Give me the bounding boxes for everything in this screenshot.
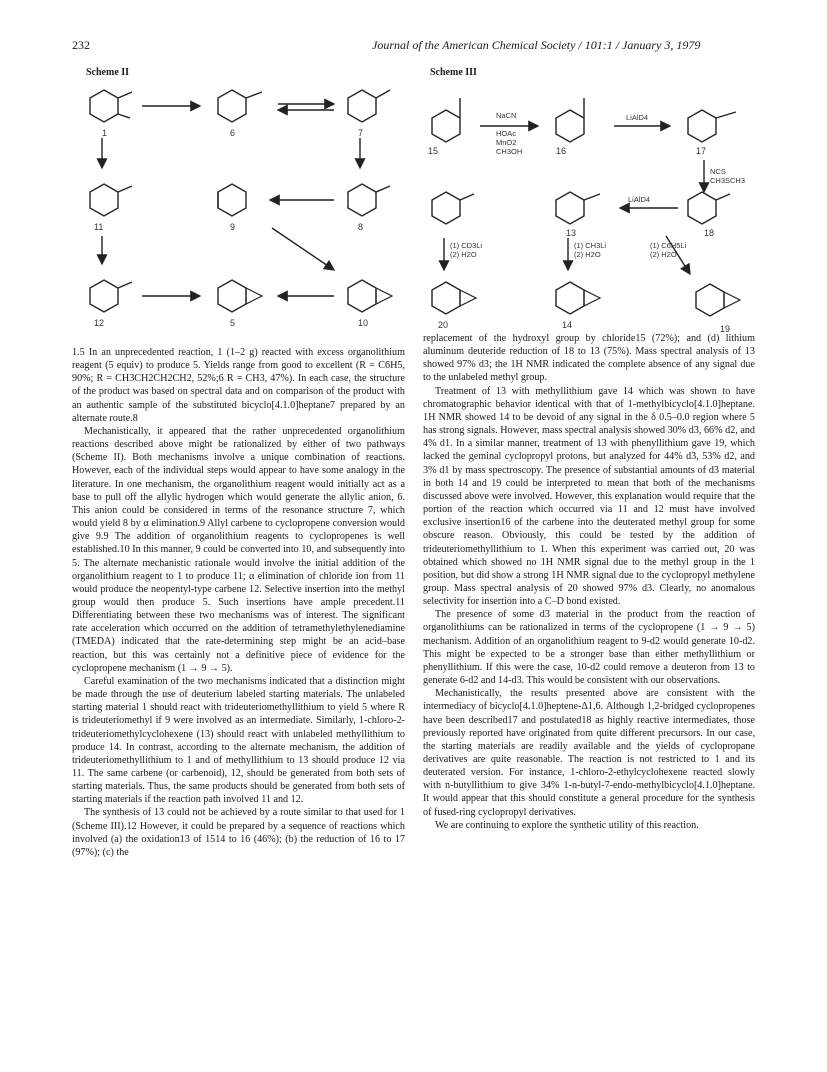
left-paragraph: Careful examination of the two mechanisms indicated that a distinction might be made through the use of deuterium labeled starting materials. The unlabeled starting material 1 should react with trideuteriomethyllithium to yield 5 where R is trideuteriomethyl if 9 were involved as an intermediate. Similarly, 1-chloro-2-trideuteriomethylcyclohexene (13) should react with unlabeled methyllithium to produce 14. In contrast, according to the alternate mechanism, the addition of trideuteriomethyllithium to 1 and of methyllithium to 13 should produce 12 via 11. The same carbene (or carbenoid), 12, should be generated from both sets of starting materials. Thus, the same products should be generated from both sets of starting materials if the reaction path involved 11 and 12. — [72, 675, 405, 806]
left-paragraph: The synthesis of 13 could not be achieved by a route similar to that used for 1 (Scheme III).12 However, it could be prepared by a sequence of reactions which involved (a) the oxidation13 of 1514 to 16 (46%); (b) the reduction of 16 to 17 (97%); (c) the — [72, 807, 405, 858]
label-9: 9 — [230, 222, 236, 232]
molecule-6 — [218, 90, 246, 122]
label-16: 16 — [556, 146, 567, 156]
molecule-18 — [688, 192, 716, 224]
molecule-17 — [688, 110, 716, 142]
label-14: 14 — [562, 320, 573, 330]
label-6: 6 — [230, 128, 236, 138]
label-17: 17 — [696, 146, 707, 156]
label-7: 7 — [358, 128, 364, 138]
molecule-16 — [556, 110, 584, 142]
reagent-h2o-a: (2) H2O — [450, 250, 477, 259]
molecule-15 — [432, 110, 460, 142]
label-11: 11 — [94, 222, 104, 232]
molecule-14 — [556, 282, 584, 314]
right-text-column — [423, 332, 755, 832]
right-paragraph: The presence of some d3 material in the product from the reaction of organolithiums can be rationalized in terms of the cyclopropene (1 → 9 → 5) mechanism. Addition of an organolithium reagent to 9-d2 would generate 10-d2. This might be expected to be a stronger base than either methyllithium or phenyllithium. If this were the case, 10-d2 could remove a deuteron from 13 to generate 6-d2 and 14-d3. This would be consistent with our observations. — [423, 609, 755, 687]
right-paragraph: We are continuing to explore the synthetic utility of this reaction. — [435, 819, 699, 831]
label-15: 15 — [428, 146, 439, 156]
reagent-ch3oh: CH3OH — [496, 147, 523, 156]
molecule-10 — [348, 280, 376, 312]
molecule-12 — [90, 280, 118, 312]
reagent-hoac: HOAc — [496, 129, 517, 138]
label-19: 19 — [720, 324, 731, 334]
label-10: 10 — [358, 318, 369, 328]
reagent-cd3li: (1) CD3Li — [450, 241, 483, 250]
label-5: 5 — [230, 318, 236, 328]
molecule-19 — [696, 284, 724, 316]
label-12: 12 — [94, 318, 105, 328]
reagent-nacn: NaCN — [496, 111, 517, 120]
reagent-liald4-a: LiAlD4 — [626, 113, 649, 122]
right-paragraph: Treatment of 13 with methyllithium gave 14 which was shown to have chromatographic behavior identical with that of 1-methylbicyclo[4.1.0]heptane. 1H NMR showed 14 to be devoid of any signal in the δ 0.5–0.0 region where 5 has strong signals. However, mass spectral analysis showed 30% d3, 66% d2, and 4% d1. In a similar manner, treatment of 13 with phenyllithium gave 19, which lacked the geminal cyclopropyl protons, but analyzed for 44% d3, 53% d2, and 3% d1 by mass spectroscopy. The presence of substantial amounts of d3 material in both 14 and 19 could be interpreted to mean that both of the mechanisms discussed above were involved. However, this explanation would require that the portion of the reaction which occurred via 11 and 12 must have involved exclusive insertion16 of the carbene into the deuterated methyl group for some obscure reason. Obviously, this could be tested by the addition of trideuteriomethyllithium to 1. When this experiment was carried out, 20 was obtained which showed no 1H NMR signal due to the methyl group in the 1 position, but did show a strong 1H NMR signal due to the cyclopropyl methylene group. Mass spectral analysis of 20 showed 97% d3. Clearly, no anomalous selectivity for insertion into a C–D bond existed. — [423, 385, 755, 608]
molecule-1b — [432, 192, 460, 224]
reagent-mno2: MnO2 — [496, 138, 517, 147]
scheme-iii-diagram — [420, 78, 765, 340]
label-13: 13 — [566, 228, 577, 238]
reagent-liald4-b: LiAlD4 — [628, 195, 651, 204]
scheme-iii-title: Scheme III — [430, 67, 477, 78]
reagent-ch3li: (1) CH3Li — [574, 241, 607, 250]
molecule-5 — [218, 280, 246, 312]
label-1: 1 — [102, 128, 108, 138]
molecule-11 — [90, 184, 118, 216]
page-number: 232 — [72, 38, 90, 52]
label-8: 8 — [358, 222, 364, 232]
molecule-7 — [348, 90, 376, 122]
molecule-8 — [348, 184, 376, 216]
reagent-h2o-b: (2) H2O — [574, 250, 601, 259]
molecule-9 — [218, 184, 246, 216]
scheme-ii-diagram — [72, 78, 412, 340]
reagent-h2o-c: (2) H2O — [650, 250, 677, 259]
reagent-c6h5li: (1) C6H5Li — [650, 241, 687, 250]
reagent-ch3sch3: CH3SCH3 — [710, 176, 746, 185]
scheme-ii-title: Scheme II — [86, 67, 130, 78]
label-20: 20 — [438, 320, 449, 330]
reagent-ncs: NCS — [710, 167, 726, 176]
left-paragraph: 1.5 In an unprecedented reaction, 1 (1–2 g) reacted with excess organolithium reagent (5 equiv) to produce 5. Yields range from good to excellent (R = C6H5, 90%; R = CH3CH2CH2CH2, 52%;6 R = CH3, 47%). In each case, the structure of the product was based on spectral data and on comparison of the product with an authentic sample of the substituted bicyclo[4.1.0]heptane7 prepared by an alternate route.8 — [72, 347, 405, 424]
molecule-1 — [90, 90, 118, 122]
right-paragraph: Mechanistically, the results presented above are consistent with the intermediacy of bicyclo[4.1.0]heptene-Δ1,6. Although 1,2-bridged cyclopropenes have been described17 and postulated18 as highly reactive intermediates, those previously reported have originated from quite different precursors. In our case, the starting materials are readily available and the yields of cyclopropane derivatives are quite reasonable. The reaction is not restricted to 1 and its deuterated version. For instance, 1-chloro-2-ethylcyclohexene reacted slowly with n-butyllithium to give 34% 1-n-butyl-7-endo-methylbicyclo[4.1.0]heptane. It would appear that this should constitute a general procedure for the synthesis of fused-ring cyclopropyl derivatives. — [423, 688, 755, 818]
left-text-column — [72, 346, 405, 859]
label-18: 18 — [704, 228, 715, 238]
molecule-13 — [556, 192, 584, 224]
journal-header: Journal of the American Chemical Society / 101:1 / January 3, 1979 — [372, 38, 701, 52]
molecule-20 — [432, 282, 460, 314]
right-paragraph: replacement of the hydroxyl group by chloride15 (72%); and (d) lithium aluminum deuteride reduction of 18 to 13 (75%). Mass spectral analysis of 13 showed 97% d3; the 1H NMR indicated the complete absence of any signal due to the unlabeled methyl group. — [423, 333, 755, 384]
left-paragraph: Mechanistically, it appeared that the rather unprecedented organolithium reactions described above might be rationalized by either of two pathways (Scheme II). Both mechanisms involve a unique combination of reactions. However, each of the individual steps would appear to have some analogy in the literature. In one mechanism, the organolithium reagent would initially act as a base to pull off the allylic hydrogen which would generate the allylic anion, 6. This anion could be considered in terms of the resonance structure 7, which would yield 8 by α elimination.9 Allyl carbene to cyclopropene conversion would give 9.9 The addition of organolithium reagents to cyclopropenes is well established.10 In this manner, 9 could be converted into 10, and subsequently into 5. The alternate mechanistic rationale would involve the initial addition of the organolithium reagent to 1 to produce 11; α elimination of chloride ion from 11 would produce the neopentyl-type carbene 12. Selective insertion into the methyl group would then produce 5. Such insertions have ample precedent.11 Differentiating between these two mechanisms was of interest. The significant rate acceleration which occurred on the addition of tetramethylethylenediamine (TMEDA) indicated that the rate-determining step might be an acid–base reaction, but this was certainly not a definitive piece of evidence for the cyclopropene mechanism (1 → 9 → 5). — [72, 425, 405, 674]
